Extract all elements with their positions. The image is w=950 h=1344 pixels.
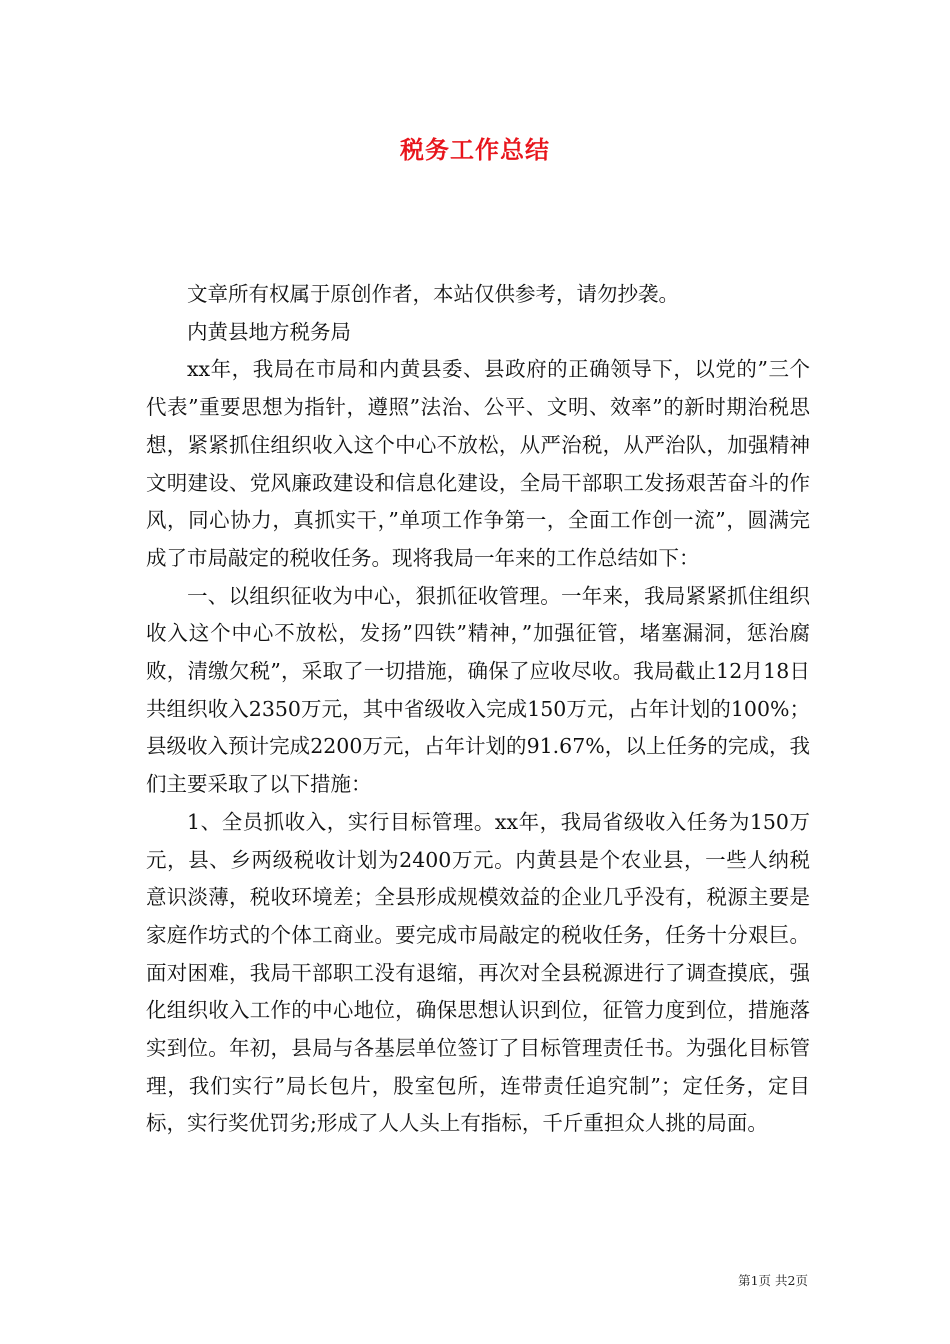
paragraph-copyright-notice: 文章所有权属于原创作者，本站仅供参考，请勿抄袭。 [187, 282, 679, 306]
paragraph-measure-one: 1、全员抓收入，实行目标管理。xx年，我局省级收入任务为150万元，县、乡两级税收计划为2400万元。内黄县是个农业县，一些人纳税意识淡薄，税收环境差；全县形成规模效益的企业几乎没有，税源主要是家庭作坊式的个体工商业。要完成市局敲定的税收任务，任务十分艰巨。面对困难，我局干部职工没有退缩，再次对全县税源进行了调查摸底，强化组织收入工作的中心地位，确保思想认识到位，征管力度到位，措施落实到位。年初，县局与各基层单位签订了目标管理责任书。为强化目标管理，我们实行”局长包片，股室包所，连带责任追究制”；定任务，定目标，实行奖优罚劣;形成了人人头上有指标，千斤重担众人挑的局面。 [146, 809, 810, 1136]
document-body [146, 276, 810, 1143]
paragraph-section-one: 一、以组织征收为中心，狠抓征收管理。一年来，我局紧紧抓住组织收入这个中心不放松，发扬”四铁”精神，”加强征管，堵塞漏洞，惩治腐败，清缴欠税”，采取了一切措施，确保了应收尽收。我局截止12月18日共组织收入2350万元，其中省级收入完成150万元，占年计划的100%；县级收入预计完成2200万元，占年计划的91.67%，以上任务的完成，我们主要采取了以下措施： [146, 583, 810, 797]
page-number-footer: 第1页 共2页 [738, 1273, 808, 1288]
paragraph-organization: 内黄县地方税务局 [187, 319, 351, 344]
document-title: 税务工作总结 [400, 135, 550, 164]
paragraph-intro: xx年，我局在市局和内黄县委、县政府的正确领导下，以党的”三个代表”重要思想为指针，遵照”法治、公平、文明、效率”的新时期治税思想，紧紧抓住组织收入这个中心不放松，从严治税，从严治队，加强精神文明建设、党风廉政建设和信息化建设，全局干部职工发扬艰苦奋斗的作风，同心协力，真抓实干，”单项工作争第一，全面工作创一流”，圆满完成了市局敲定的税收任务。现将我局一年来的工作总结如下： [146, 357, 810, 570]
